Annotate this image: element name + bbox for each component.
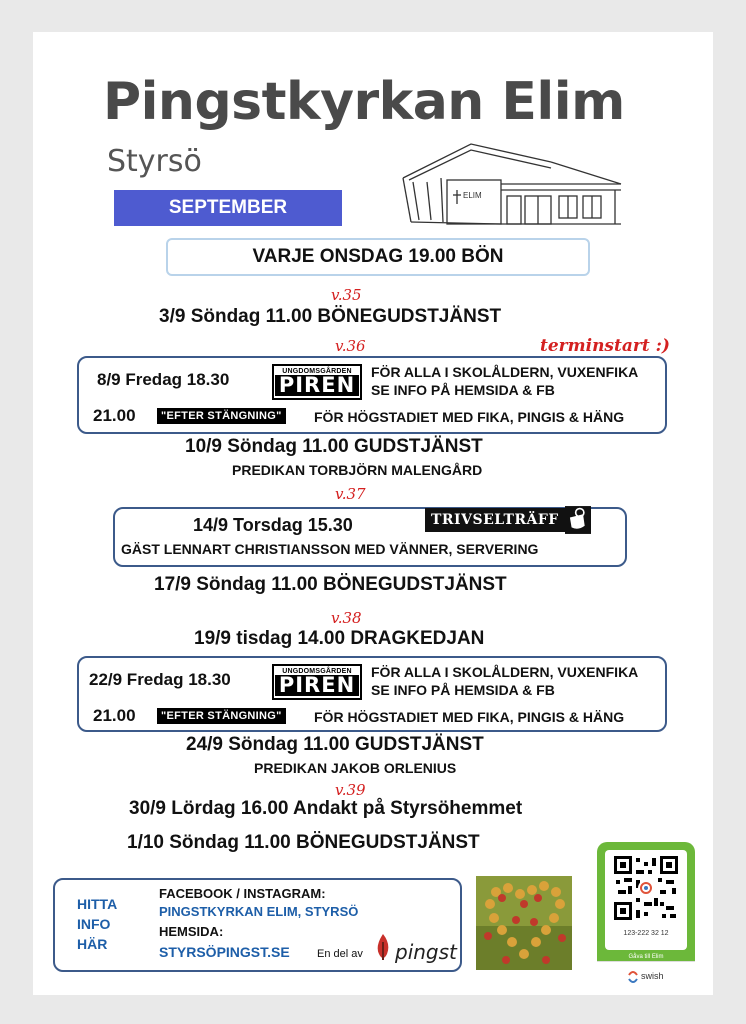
terminstart-note: terminstart :) [540,336,670,356]
facebook-link[interactable]: PINGSTKYRKAN ELIM, STYRSÖ [159,904,359,919]
poster [33,32,713,995]
event-24-9: 24/9 Söndag 11.00 GUDSTJÄNST [186,734,484,755]
pingst-flame-icon [373,932,393,964]
trivseltraff-text: TRIVSELTRÄFF [425,508,565,532]
piren-logo-main: PIREN [275,675,359,696]
piren-logo-top: UNGDOMSGÅRDEN [282,668,352,675]
church-drawing-icon [401,140,623,230]
box-desc: GÄST LENNART CHRISTIANSSON MED VÄNNER, SERVERING [121,541,539,557]
swish-brand-bar [597,961,695,992]
event-17-9: 17/9 Söndag 11.00 BÖNEGUDSTJÄNST [154,574,507,595]
church-sign: ELIM [463,191,482,200]
box-desc-1: FÖR ALLA I SKOLÅLDERN, VUXENFIKA [371,364,639,380]
week-label-39: v.39 [335,781,366,799]
swish-number: 123-222 32 12 [623,930,669,937]
swish-card [597,842,695,992]
swish-brand-text: swish [641,971,664,981]
trivseltraff-logo [425,503,591,537]
box-date: 8/9 Fredag 18.30 [97,370,230,389]
qr-code-icon[interactable] [614,856,678,920]
apple-heart-picture [476,876,572,970]
en-del-av-label: En del av [317,948,363,960]
swish-logo-icon [627,971,639,983]
box-date: 22/9 Fredag 18.30 [89,670,231,689]
event-10-9: 10/9 Söndag 11.00 GUDSTJÄNST [185,436,483,457]
box-desc-2: SE INFO PÅ HEMSIDA & FB [371,382,555,398]
info-box [53,878,462,972]
piren-logo [272,364,362,400]
box-desc-2: SE INFO PÅ HEMSIDA & FB [371,682,555,698]
piren-logo-top: UNGDOMSGÅRDEN [282,368,352,375]
event-30-9: 30/9 Lördag 16.00 Andakt på Styrsöhemmet [129,798,523,819]
box-desc-3: FÖR HÖGSTADIET MED FIKA, PINGIS & HÄNG [314,709,625,725]
event-1-10: 1/10 Söndag 11.00 BÖNEGUDSTJÄNST [127,832,480,853]
hitta-label: HITTA [77,896,118,912]
event-24-9-preacher: PREDIKAN JAKOB ORLENIUS [254,760,457,776]
har-label: HÄR [77,936,108,952]
box-time: 21.00 [93,706,136,725]
website-link[interactable]: STYRSÖPINGST.SE [159,944,290,960]
coffee-cup-icon [565,503,591,537]
efter-stangning-badge: "EFTER STÄNGNING" [157,708,286,724]
weekly-prayer: VARJE ONSDAG 19.00 BÖN [166,238,590,276]
box-desc-3: FÖR HÖGSTADIET MED FIKA, PINGIS & HÄNG [314,409,625,425]
facebook-label: FACEBOOK / INSTAGRAM: [159,886,326,901]
event-3-9: 3/9 Söndag 11.00 BÖNEGUDSTJÄNST [159,306,502,327]
efter-stangning-badge: "EFTER STÄNGNING" [157,408,286,424]
event-19-9: 19/9 tisdag 14.00 DRAGKEDJAN [194,628,485,649]
event-10-9-preacher: PREDIKAN TORBJÖRN MALENGÅRD [232,462,483,478]
week-label-37: v.37 [335,485,366,503]
info-label: INFO [77,916,111,932]
box-time: 21.00 [93,406,136,425]
piren-logo-main: PIREN [275,375,359,396]
pingst-logo-text: pingst [395,940,457,964]
week-label-35: v.35 [331,286,362,304]
week-label-38: v.38 [331,609,362,627]
week-label-36: v.36 [335,337,366,355]
event-box-8-9 [77,356,667,434]
website-label: HEMSIDA: [159,924,224,939]
piren-logo [272,664,362,700]
page-title: Pingstkyrkan Elim [103,72,625,132]
swish-caption: Gåva till Elim [628,954,664,960]
month-banner: SEPTEMBER [114,190,342,226]
box-desc-1: FÖR ALLA I SKOLÅLDERN, VUXENFIKA [371,664,639,680]
swish-qr-panel [605,850,687,950]
event-box-14-9 [113,507,627,567]
location-subtitle: Styrsö [107,144,202,179]
box-date: 14/9 Torsdag 15.30 [193,515,353,535]
event-box-22-9 [77,656,667,732]
